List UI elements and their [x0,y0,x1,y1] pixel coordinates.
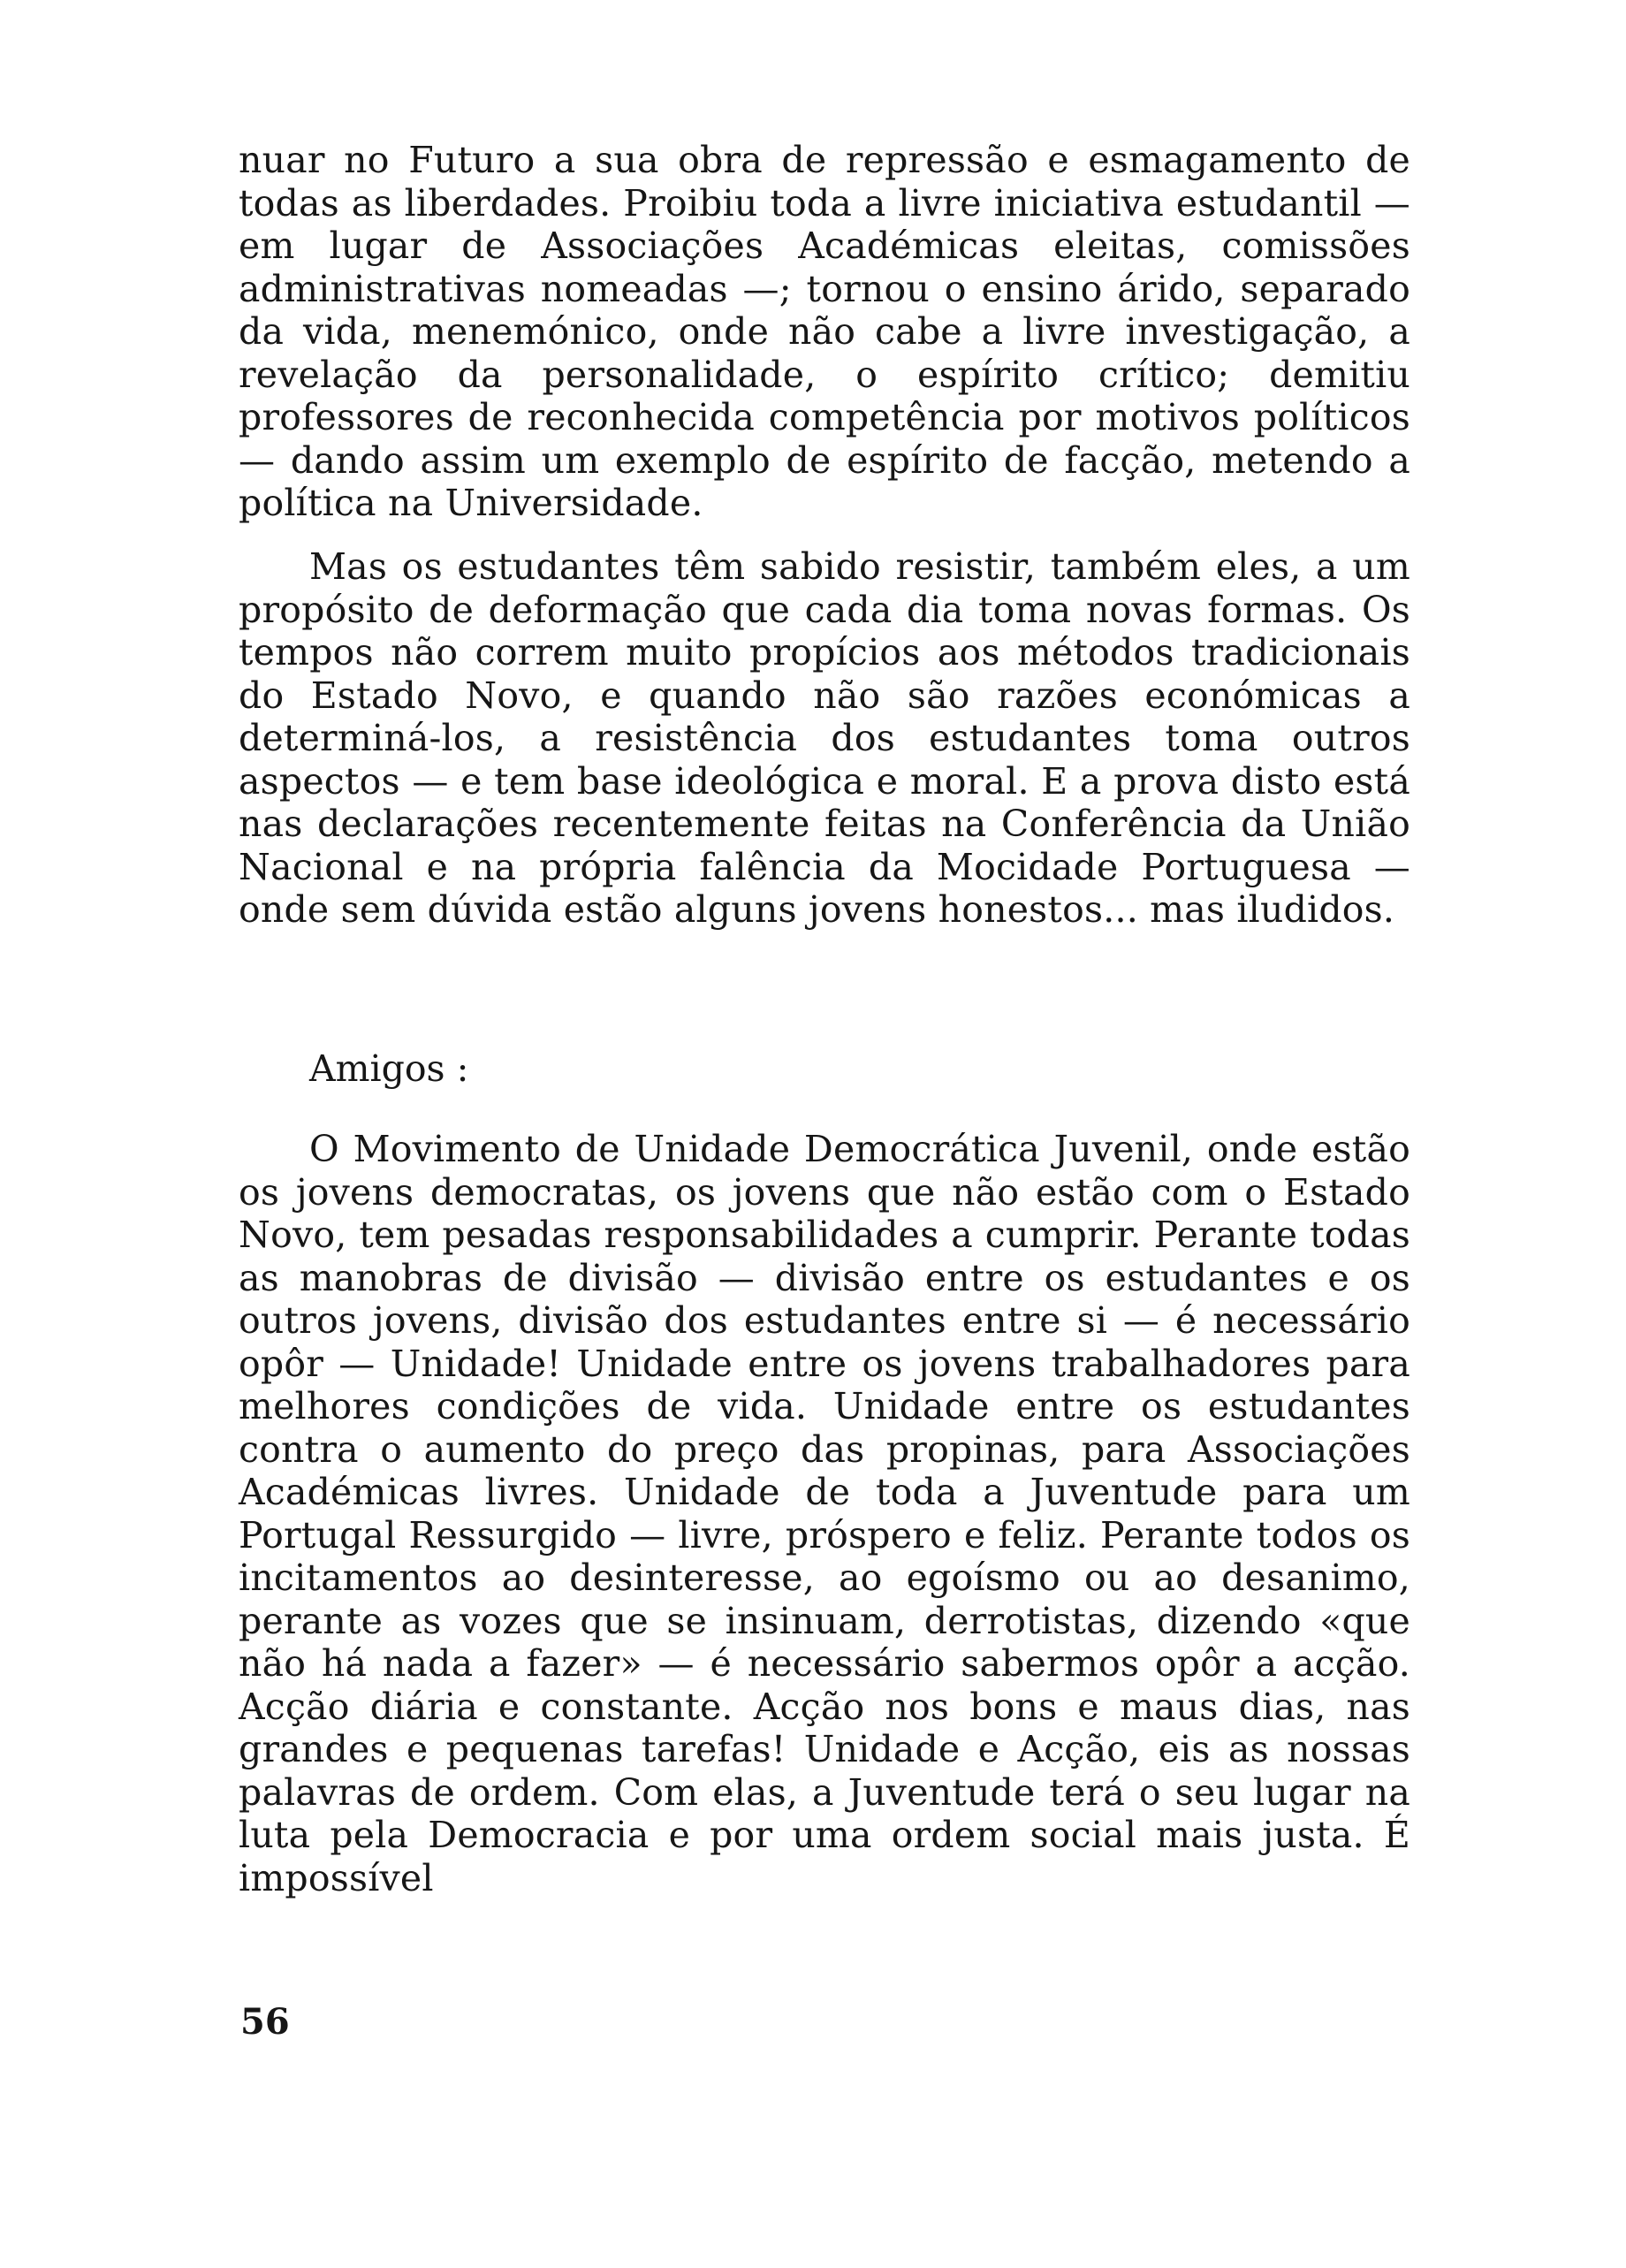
page-number: 56 [240,2001,290,2043]
greeting: Amigos : [309,1047,469,1090]
paragraph-students-resistance [239,545,1410,932]
paragraph-1-text: nuar no Futuro a sua obra de repressão e esmagamento de todas as liberdades. Proibiu toda a livre iniciativa estudantil — em lugar de Associações Académicas eleitas, comissões administrativas nomeadas —; tornou o ensino árido, separado da vida, menemónico, onde não cabe a livre investigação, a revelação da personalidade, o espírito crítico; demitiu professores de reconhecida competência por motivos políticos — dando assim um exemplo de espírito de facção, metendo a política na Universidade. [239,139,1410,524]
paragraph-2-text: Mas os estudantes têm sabido resistir, também eles, a um propósito de deformação que cada dia toma novas formas. Os tempos não correm muito propícios aos métodos tradicionais do Estado Novo, e quando não são razões económicas a determiná-los, a resistência dos estudantes toma outros aspectos — e tem base ideológica e moral. E a prova disto está nas declarações recentemente feitas na Conferência da União Nacional e na própria falência da Mocidade Portuguesa — onde sem dúvida estão alguns jovens honestos... mas iludidos. [239,545,1410,931]
paragraph-continuation [239,139,1410,525]
paragraph-3-text: O Movimento de Unidade Democrática Juvenil, onde estão os jovens democratas, os jovens que não estão com o Estado Novo, tem pesadas responsabilidades a cumprir. Perante todas as manobras de divisão — divisão entre os estudantes e os outros jovens, divisão dos estudantes entre si — é necessário opôr — Unidade! Unidade entre os jovens trabalhadores para melhores condições de vida. Unidade entre os estudantes contra o aumento do preço das propinas, para Associações Académicas livres. Unidade de toda a Juventude para um Portugal Ressurgido — livre, próspero e feliz. Perante todos os incitamentos ao desinteresse, ao egoísmo ou ao desanimo, perante as vozes que se insinuam, derrotistas, dizendo «que não há nada a fazer» — é necessário sabermos opôr a acção. Acção diária e constante. Acção nos bons e maus dias, nas grandes e pequenas tarefas! Unidade e Acção, eis as nossas palavras de ordem. Com elas, a Juventude terá o seu lugar na luta pela Democracia e por uma ordem social mais justa. É impossível [239,1128,1410,1899]
paragraph-movement [239,1128,1410,1899]
